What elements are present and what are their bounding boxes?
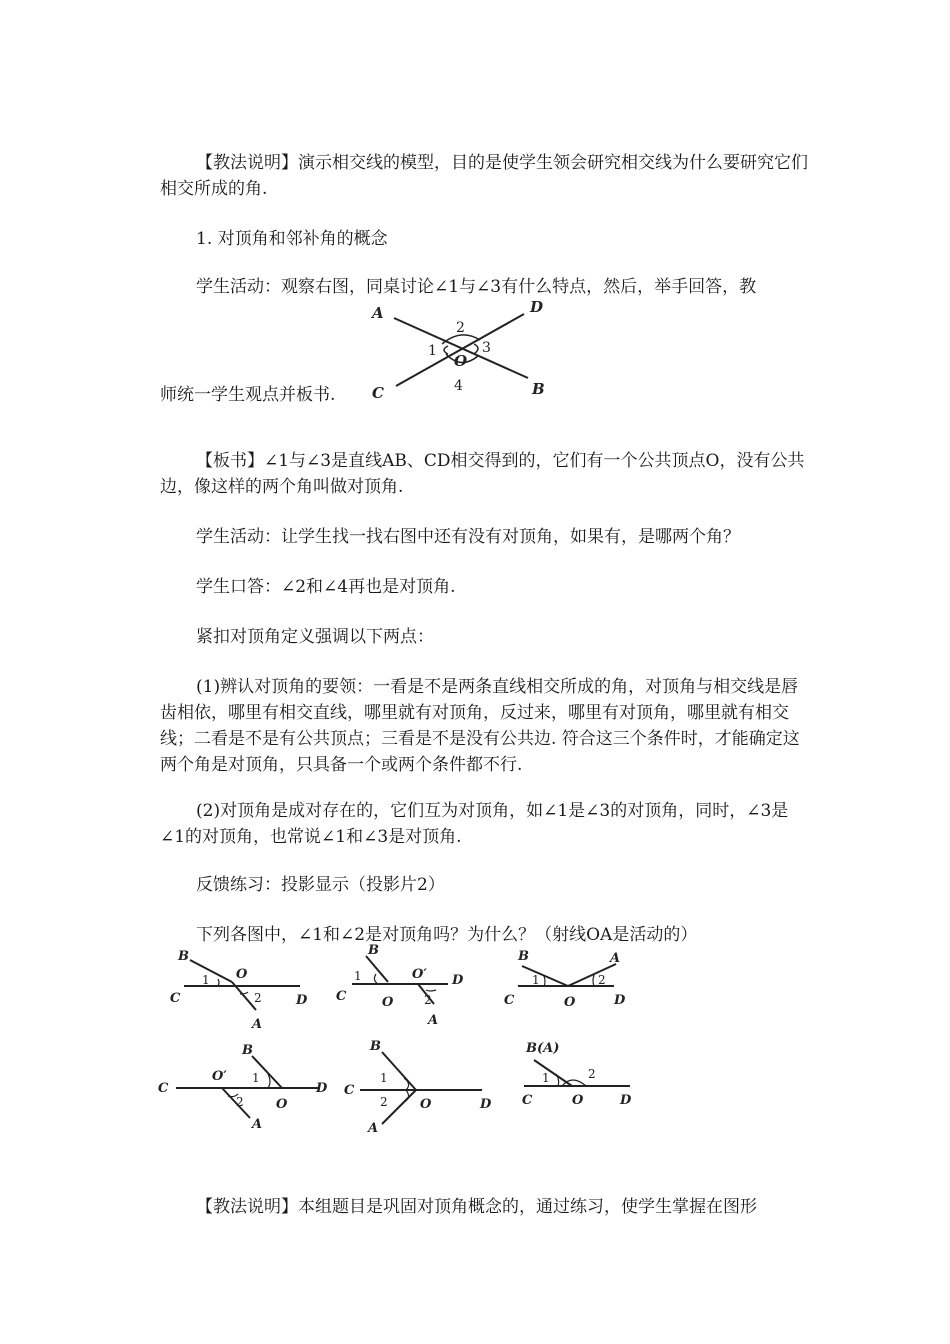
exercise-figure-2: [332, 942, 482, 1028]
label-c: C: [372, 384, 384, 402]
label-angle-4: 4: [454, 378, 463, 394]
svg-text:1: 1: [202, 973, 210, 987]
svg-text:C: C: [336, 989, 347, 1004]
svg-text:D: D: [452, 973, 464, 988]
svg-text:B: B: [242, 1043, 253, 1058]
svg-text:O: O: [564, 995, 576, 1010]
svg-text:A: A: [252, 1117, 263, 1132]
exercise-figure-4: [156, 1036, 328, 1132]
svg-text:O: O: [382, 995, 394, 1010]
svg-text:2: 2: [236, 1095, 244, 1109]
svg-text:O′: O′: [212, 1069, 227, 1084]
svg-text:2: 2: [424, 993, 432, 1007]
svg-text:D: D: [480, 1097, 492, 1112]
paragraph-feedback-exercise: 反馈练习：投影显示（投影片2）: [196, 875, 445, 895]
svg-text:C: C: [504, 993, 515, 1008]
svg-text:A: A: [252, 1017, 263, 1032]
label-angle-1: 1: [428, 343, 437, 359]
svg-text:O′: O′: [412, 967, 427, 982]
svg-text:1: 1: [532, 973, 540, 987]
label-b: B: [532, 380, 545, 398]
label-d: D: [530, 298, 544, 316]
svg-text:C: C: [158, 1081, 169, 1096]
exercise-figure-3: [502, 942, 638, 1014]
svg-text:C: C: [344, 1083, 355, 1098]
svg-text:1: 1: [252, 1071, 260, 1085]
paragraph-section-heading: 1. 对顶角和邻补角的概念: [196, 229, 388, 249]
label-o: O: [454, 352, 468, 370]
ray-ob: [190, 960, 232, 982]
paragraph-exercise-question: 下列各图中，∠1和∠2是对顶角吗？为什么？（射线OA是活动的）: [196, 925, 698, 945]
paragraph-blackboard: 【板书】∠1与∠3是直线AB、CD相交得到的，它们有一个公共顶点O，没有公共边，像这样的两个角叫做对顶角.: [160, 451, 805, 497]
paragraph-teaching-note-2: 【教法说明】本组题目是巩固对顶角概念的，通过练习，使学生掌握在图形: [196, 1197, 757, 1217]
paragraph-student-activity-1-cont: 师统一学生观点并板书.: [160, 385, 336, 405]
ray-oa: [568, 964, 616, 986]
label-a: A: [372, 304, 384, 322]
paragraph-teaching-note-1: 【教法说明】演示相交线的模型，目的是使学生领会研究相交线为什么要研究它们相交所成的角.: [160, 153, 808, 199]
svg-text:O: O: [236, 967, 248, 982]
svg-text:2: 2: [598, 973, 606, 987]
svg-text:C: C: [522, 1093, 533, 1108]
svg-text:2: 2: [380, 1095, 388, 1109]
svg-text:B: B: [370, 1039, 381, 1054]
angle-arc-right: [474, 344, 478, 354]
paragraph-emphasis: 紧扣对顶角定义强调以下两点：: [196, 627, 434, 647]
paragraph-student-answer: 学生口答：∠2和∠4再也是对顶角.: [196, 577, 456, 597]
svg-text:A: A: [610, 951, 621, 966]
label-angle-2: 2: [456, 320, 465, 336]
svg-text:B(A): B(A): [526, 1041, 560, 1056]
svg-text:2: 2: [588, 1067, 596, 1081]
svg-text:A: A: [428, 1013, 439, 1028]
svg-text:C: C: [170, 991, 181, 1006]
exercise-figure-6: [516, 1038, 640, 1110]
label-angle-3: 3: [482, 340, 491, 356]
paragraph-student-activity-2: 学生活动：让学生找一找右图中还有没有对顶角，如果有，是哪两个角？: [196, 527, 740, 547]
paragraph-point-1: (1)辨认对顶角的要领：一看是不是两条直线相交所成的角，对顶角与相交线是唇齿相依，哪里有相交直线，哪里就有对顶角，反过来，哪里有对顶角，哪里就有相交线；二看是不是有公共顶点；三看是不是没有公共边. 符合这三个条件时，才能确定这两个角是对顶角，只具备一个或两个条件都不行.: [160, 677, 800, 775]
svg-text:O: O: [276, 1097, 288, 1112]
angle-arc-left: [444, 346, 448, 354]
svg-text:1: 1: [380, 1071, 388, 1085]
svg-text:O: O: [572, 1093, 584, 1108]
svg-text:B: B: [518, 949, 529, 964]
exercise-figure-5: [342, 1032, 492, 1136]
svg-text:D: D: [620, 1093, 632, 1108]
paragraph-student-activity-1: 学生活动：观察右图，同桌讨论∠1与∠3有什么特点，然后，举手回答，教: [196, 277, 757, 297]
svg-text:B: B: [178, 949, 189, 964]
ray-ob: [366, 956, 388, 982]
svg-text:B: B: [368, 943, 379, 958]
svg-text:D: D: [316, 1081, 328, 1096]
exercise-figure-1: [162, 942, 322, 1032]
svg-text:1: 1: [354, 969, 362, 983]
paragraph-point-2: (2)对顶角是成对存在的，它们互为对顶角，如∠1是∠3的对顶角，同时，∠3是∠1的对顶角，也常说∠1和∠3是对顶角.: [160, 801, 789, 847]
svg-text:O: O: [420, 1097, 432, 1112]
svg-text:A: A: [368, 1121, 379, 1136]
svg-text:D: D: [614, 993, 626, 1008]
svg-text:1: 1: [542, 1071, 550, 1085]
svg-text:2: 2: [254, 991, 262, 1005]
svg-text:D: D: [296, 993, 308, 1008]
